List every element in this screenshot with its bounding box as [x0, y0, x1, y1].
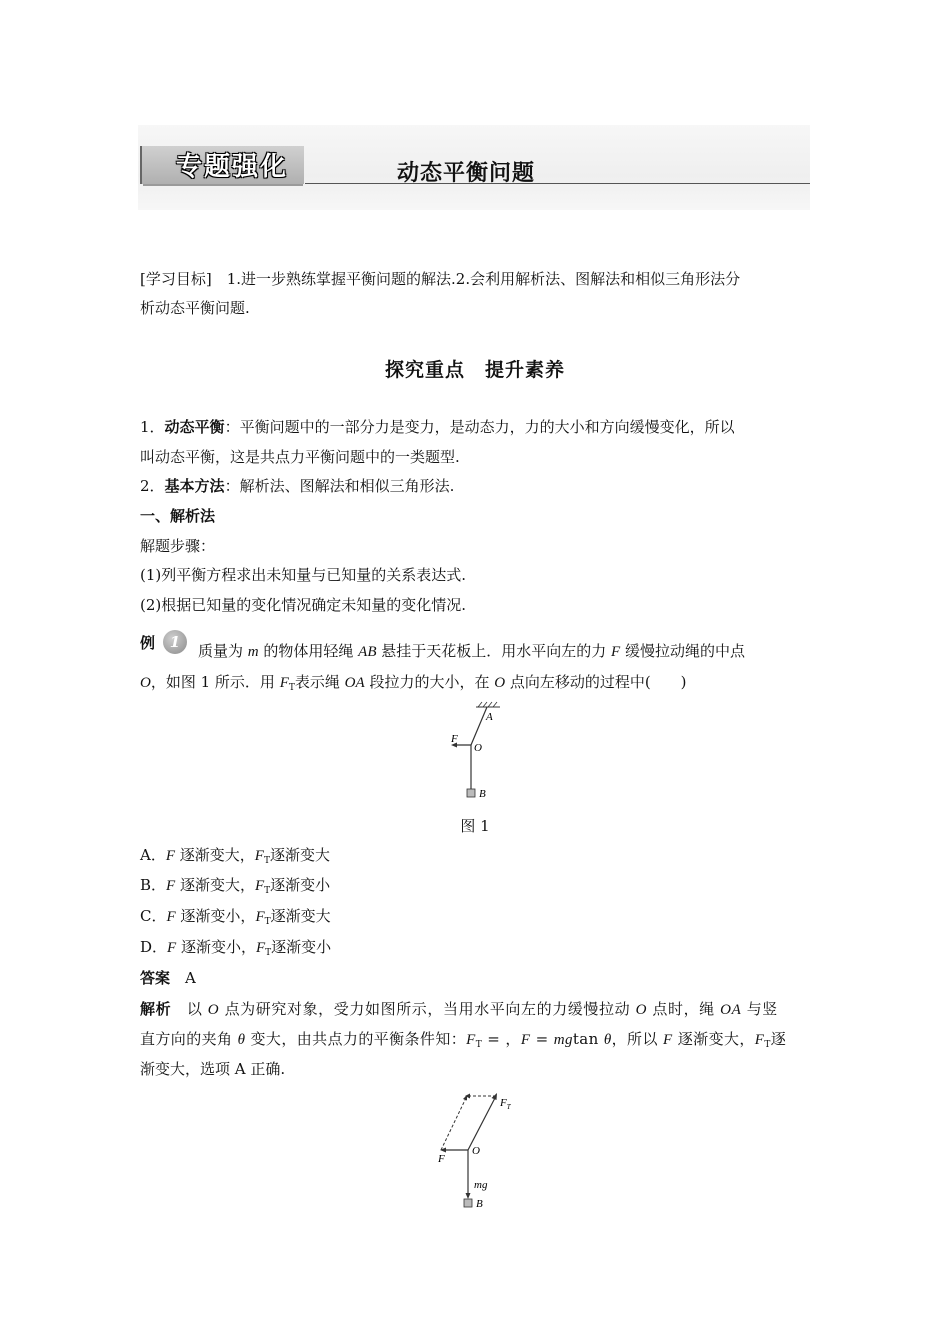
- a-text: ，所以: [611, 1030, 664, 1048]
- example-label: 例: [140, 634, 156, 652]
- q-text: 表示绳: [294, 673, 345, 691]
- option-sub-t: T: [264, 917, 271, 927]
- option-sub-t: T: [263, 856, 270, 866]
- option-text: 逐渐变大: [269, 846, 330, 864]
- a-text: = ，: [482, 1030, 521, 1048]
- analysis-line-1: [140, 998, 810, 1021]
- header-rule: [305, 183, 810, 184]
- intro-p1-number: 1．: [140, 418, 165, 436]
- option-var-ft: F: [255, 940, 266, 956]
- label-b: B: [476, 1198, 483, 1210]
- a-var: F: [466, 1032, 476, 1048]
- analysis-line-2: [140, 1028, 810, 1051]
- intro-p2-text: ：解析法、图解法和相似三角形法.: [224, 477, 455, 495]
- answer-value: A: [185, 969, 196, 987]
- intro-p2-number: 2．: [140, 477, 165, 495]
- label-o: O: [474, 742, 482, 754]
- option-key: B．: [140, 876, 167, 894]
- q-var-ab: AB: [358, 644, 377, 660]
- a-var: OA: [720, 1002, 742, 1018]
- q-text: 缓慢拉动绳的中点: [620, 642, 745, 660]
- q-var-m: m: [247, 644, 259, 660]
- a-var: θ: [237, 1032, 246, 1048]
- q-var-oa: OA: [344, 675, 365, 691]
- a-text: 以: [186, 1000, 208, 1018]
- option-key: D．: [140, 938, 168, 956]
- q-var-o: O: [140, 675, 151, 691]
- method1-step-2: (2)根据已知量的变化情况确定未知量的变化情况.: [140, 596, 467, 614]
- rope-oa: [471, 707, 487, 745]
- option-var-ft: F: [254, 848, 264, 864]
- q-text: ，如图 1 所示．用: [150, 673, 280, 691]
- header-tag-text: 专题强化: [176, 152, 289, 182]
- analysis-label: 解析: [140, 1000, 172, 1018]
- a-var: O: [635, 1002, 647, 1018]
- intro-paragraph-1: [140, 416, 810, 438]
- q-text: 段拉力的大小，在: [364, 673, 495, 691]
- ft-arrowhead: [492, 1093, 498, 1100]
- intro-p2-term: 基本方法: [164, 477, 225, 495]
- dashed-diagonal-arrowhead: [463, 1095, 467, 1101]
- q-sub-t: T: [288, 683, 295, 693]
- q-text: 质量为: [198, 642, 248, 660]
- option-text: 逐渐变小: [271, 938, 332, 956]
- intro-paragraph-2: [140, 475, 810, 497]
- figure-1-caption: 图 1: [460, 817, 490, 835]
- label-f: F: [438, 1153, 445, 1165]
- label-b: B: [479, 788, 486, 800]
- option-var-ft: F: [255, 909, 265, 925]
- q-var-ft: F: [279, 675, 289, 691]
- option-text: 逐渐变小: [270, 876, 331, 894]
- example-number-badge: 1: [163, 630, 187, 654]
- option-var-ft: F: [254, 878, 265, 894]
- option-var-f: F: [165, 848, 176, 864]
- q-text: 悬挂于天花板上．用水平向左的力: [376, 642, 612, 660]
- option-text: 逐渐变大: [270, 907, 331, 925]
- intro-p1-term: 动态平衡: [164, 418, 225, 436]
- option-sub-t: T: [265, 948, 272, 958]
- label-o: O: [472, 1145, 480, 1157]
- objectives-line-2: 析动态平衡问题.: [140, 299, 250, 317]
- a-text: 变大，由共点力的平衡条件知：: [245, 1030, 467, 1048]
- dashed-diagonal: [441, 1098, 466, 1150]
- option-key: A．: [140, 846, 166, 864]
- option-text: 逐渐变小，: [176, 938, 256, 956]
- option-text: 逐渐变大，: [175, 876, 255, 894]
- option-3: [140, 936, 810, 959]
- option-0: [140, 844, 810, 867]
- f-arrowhead: [440, 1148, 446, 1153]
- a-var: θ: [603, 1032, 612, 1048]
- a-text: =: [530, 1030, 554, 1048]
- label-a: A: [486, 711, 493, 723]
- option-var-f: F: [166, 909, 176, 925]
- example-question-line-1: [198, 640, 810, 663]
- q-var-o: O: [494, 675, 506, 691]
- a-text: 逐: [770, 1030, 787, 1048]
- a-text: 与竖: [741, 1000, 778, 1018]
- a-var: F: [520, 1032, 531, 1048]
- option-text: 逐渐变大，: [175, 846, 255, 864]
- block-b: [464, 1199, 472, 1207]
- q-text: 的物体用轻绳: [258, 642, 359, 660]
- block-b: [467, 789, 475, 797]
- figure-2-force-diagram: [430, 1088, 530, 1216]
- option-var-f: F: [166, 878, 176, 894]
- label-mg: mg: [474, 1179, 488, 1191]
- a-var: mg: [553, 1032, 573, 1048]
- label-ft: [499, 1097, 512, 1111]
- a-text: 直方向的夹角: [140, 1030, 238, 1048]
- example-question-line-2: [140, 671, 810, 694]
- label-ft-t: T: [506, 1103, 511, 1111]
- answer-line: [140, 967, 810, 989]
- method1-steps-label: 解题步骤：: [140, 537, 216, 555]
- label-ft-f: F: [500, 1097, 507, 1109]
- option-key: C．: [140, 907, 167, 925]
- objectives-line-1: [学习目标] 1.进一步熟练掌握平衡问题的解法.2.会利用解析法、图解法和相似三角形法分: [140, 270, 741, 288]
- intro-p1-line2: 叫动态平衡，这是共点力平衡问题中的一类题型.: [140, 448, 460, 466]
- a-text: 逐渐变大，: [672, 1030, 755, 1048]
- method1-heading: 一、解析法: [140, 507, 216, 525]
- a-text: 点时，绳: [647, 1000, 721, 1018]
- a-var: O: [207, 1002, 220, 1018]
- option-var-f: F: [167, 940, 177, 956]
- a-text: 点为研究对象，受力如图所示，当用水平向左的力缓慢拉动: [219, 1000, 636, 1018]
- option-text: 逐渐变小，: [175, 907, 256, 925]
- ceiling-hatch: [478, 702, 497, 707]
- option-sub-t: T: [264, 886, 271, 896]
- analysis-line-3: 渐变大，选项 A 正确.: [140, 1060, 286, 1078]
- ft-vector: [468, 1096, 496, 1150]
- a-var: F: [754, 1032, 765, 1048]
- a-sub: T: [475, 1040, 483, 1050]
- mg-arrowhead: [466, 1193, 471, 1199]
- q-text: 点向左移动的过程中( ): [505, 673, 687, 691]
- a-text: tan: [572, 1030, 604, 1048]
- page-title: 动态平衡问题: [397, 161, 536, 186]
- a-var: F: [663, 1032, 673, 1048]
- label-f: F: [451, 733, 458, 745]
- q-var-f: F: [611, 644, 621, 660]
- section-title: 探究重点 提升素养: [384, 359, 565, 381]
- intro-p1-text: ：平衡问题中的一部分力是变力，是动态力，力的大小和方向缓慢变化，所以: [224, 418, 735, 436]
- method1-step-1: (1)列平衡方程求出未知量与已知量的关系表达式.: [140, 566, 467, 584]
- option-1: [140, 874, 810, 897]
- a-sub: T: [764, 1040, 771, 1050]
- option-2: [140, 905, 810, 928]
- answer-label: 答案: [140, 969, 171, 987]
- figure-1-diagram: [440, 700, 520, 805]
